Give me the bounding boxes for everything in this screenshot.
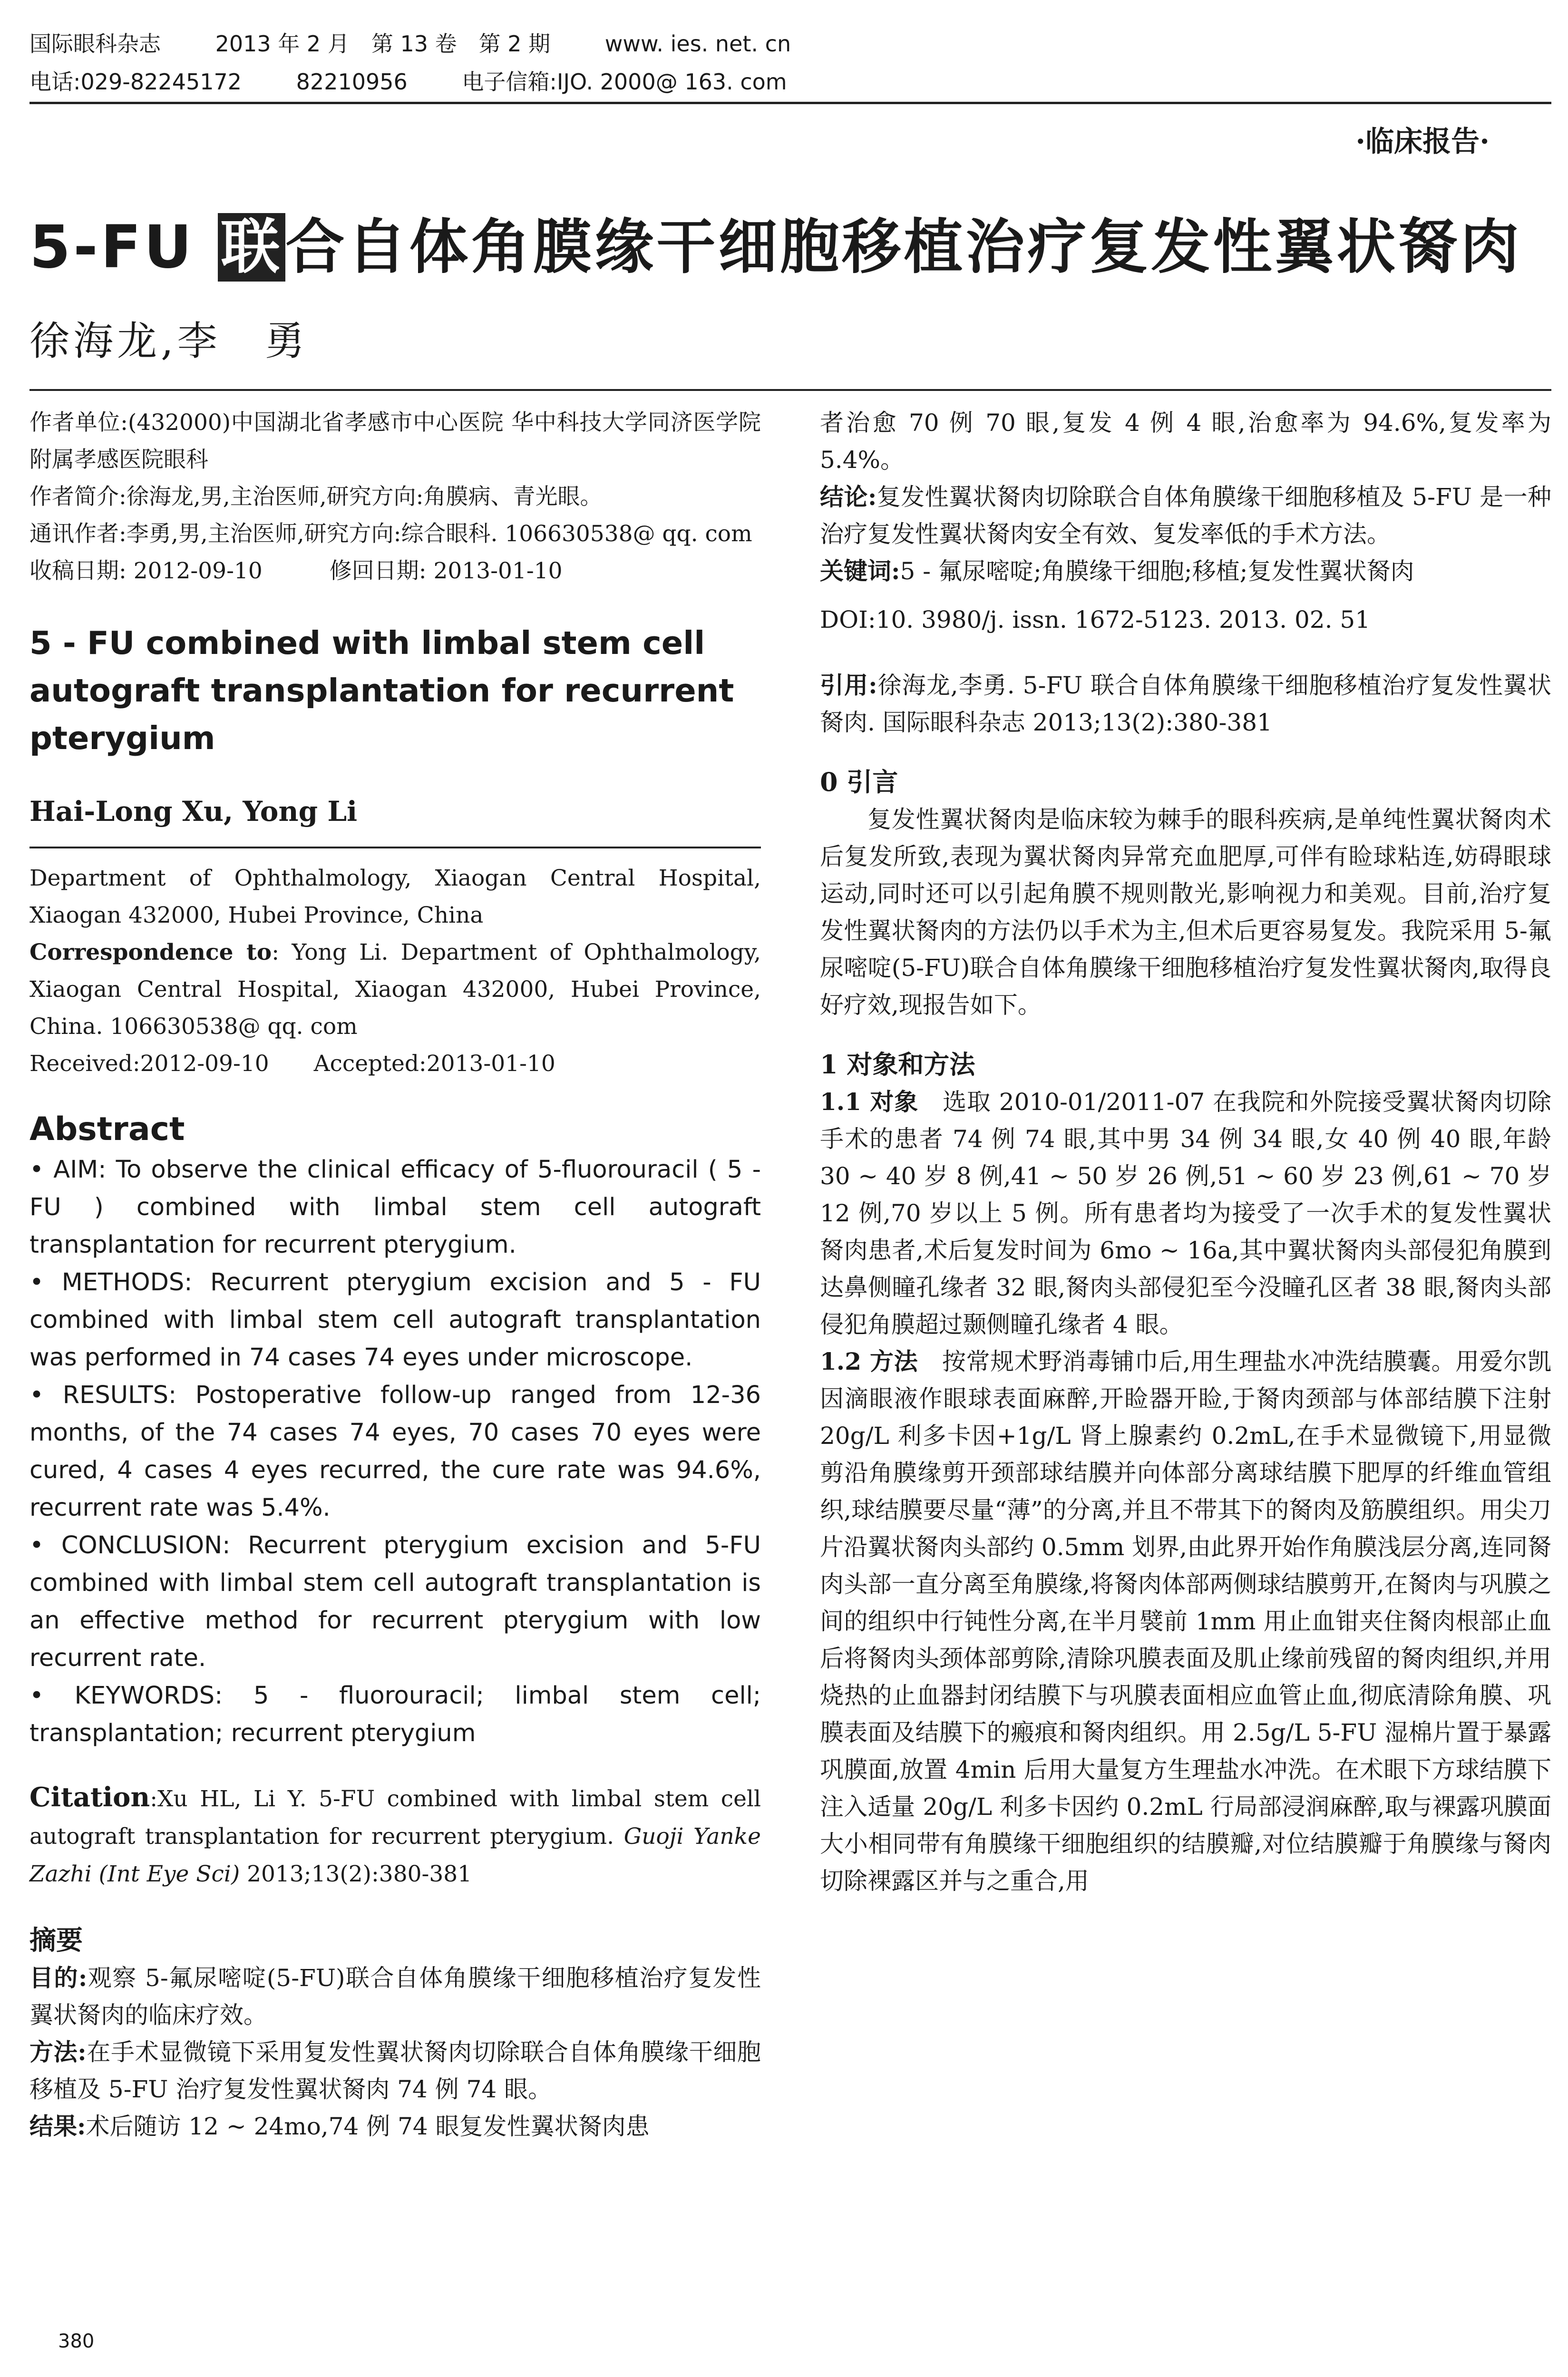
- citation-label: Citation: [29, 1782, 150, 1813]
- correspondence-text: : Yong Li. Department of Ophthalmology, Xiaogan Central Hospital, Xiaogan 432000, Hubei Province, China. 106630538@ qq. com: [29, 939, 761, 1040]
- abstract-body: [29, 1151, 761, 1752]
- correspondence-label: Correspondence to: [29, 939, 272, 965]
- article-title: [29, 200, 1522, 284]
- page-number: 380: [58, 2330, 95, 2352]
- title-divider: [29, 389, 1551, 391]
- section-1-2-text: 按常规术野消毒铺巾后,用生理盐水冲洗结膜囊。用爱尔凯因滴眼液作眼球表面麻醉,开睑器开睑,于胬肉颈部与体部结膜下注射 20g/L 利多卡因+1g/L 肾上腺素约 0.2mL,在手术显微镜下,用显微剪沿角膜缘剪开颈部球结膜并向体部分离球结膜下肥厚的纤维血管组织,球结膜要尽量“薄”的分离,并且不带其下的胬肉及筋膜组织。用尖刀片沿翼状胬肉头部约 0.5mm 划界,由此界开始作角膜浅层分离,连同胬肉头部一直分离至角膜缘,将胬肉体部两侧球结膜剪开,在胬肉与巩膜之间的组织中行钝性分离,在半月襞前 1mm 用止血钳夹住胬肉根部止血后将胬肉头颈体部剪除,清除巩膜表面及肌止缘前残留的胬肉组织,并用烧热的止血器封闭结膜下与巩膜表面相应血管止血,彻底清除角膜、巩膜表面及结膜下的瘢痕和胬肉组织。用 2.5g/L 5-FU 湿棉片置于暴露巩膜面,放置 4min 后用大量复方生理盐水冲洗。在术眼下方球结膜下注入适量 20g/L 利多卡因约 0.2mL 行局部浸润麻醉,取与裸露巩膜面大小相同带有角膜缘干细胞组织的结膜瓣,对位结膜瓣于角膜缘与胬肉切除裸露区并与之重合,用: [820, 1348, 1551, 1895]
- left-column: [29, 404, 761, 2145]
- title-prefix: 5-FU: [29, 213, 218, 282]
- abstract-keywords: • KEYWORDS: 5 - fluorouracil; limbal stem cell; transplantation; recurrent pterygium: [29, 1682, 761, 1747]
- section-tag: ·临床报告·: [1355, 125, 1490, 158]
- zh-aim-text: 观察 5-氟尿嘧啶(5-FU)联合自体角膜缘干细胞移植治疗复发性翼状胬肉的临床疗效。: [29, 1964, 761, 2029]
- doi-line[interactable]: DOI:10. 3980/j. issn. 1672-5123. 2013. 02. 51: [820, 606, 1371, 633]
- header-row-1: [29, 25, 1542, 63]
- section-1-2: [820, 1343, 1551, 1900]
- zh-keywords: [820, 553, 1551, 590]
- zh-method-text: 在手术显微镜下采用复发性翼状胬肉切除联合自体角膜缘干细胞移植及 5-FU 治疗复发性翼状胬肉 74 例 74 眼。: [29, 2038, 761, 2103]
- zh-citation: [820, 667, 1551, 741]
- intro-paragraph: 复发性翼状胬肉是临床较为棘手的眼科疾病,是单纯性翼状胬肉术后复发所致,表现为翼状胬肉异常充血肥厚,可伴有睑球粘连,妨碍眼球运动,同时还可以引起角膜不规则散光,影响视力和美观。目前,治疗复发性翼状胬肉的方法仍以手术为主,但术后更容易复发。我院采用 5-氟尿嘧啶(5-FU)联合自体角膜缘干细胞移植治疗复发性翼状胬肉,取得良好疗效,现报告如下。: [820, 806, 1551, 1019]
- header-divider: [29, 102, 1551, 104]
- title-highlighted-char: 联: [218, 213, 285, 282]
- citation-tail: 2013;13(2):380-381: [240, 1861, 472, 1887]
- abstract-conclusion: • CONCLUSION: Recurrent pterygium excision and 5-FU combined with limbal stem cell autograft transplantation is an effective method for recurrent pterygium with low recurrent rate.: [29, 1531, 761, 1672]
- zh-abstract-heading: 摘要: [29, 1925, 83, 1956]
- english-divider: [29, 847, 761, 848]
- zh-aim: [29, 1959, 761, 2034]
- english-title: 5 - FU combined with limbal stem cell autograft transplantation for recurrent pterygium: [29, 624, 734, 757]
- section-1-1-text: 选取 2010-01/2011-07 在我院和外院接受翼状胬肉切除手术的患者 74 例 74 眼,其中男 34 例 34 眼,女 40 例 40 眼,年龄 30 ~ 40 岁 8 例,41 ~ 50 岁 26 例,51 ~ 60 岁 23 例,61 ~ 70 岁 12 例,70 岁以上 5 例。所有患者均为接受了一次手术的复发性翼状胬肉患者,术后复发时间为 6mo ~ 16a,其中翼状胬肉头部侵犯角膜到达鼻侧瞳孔缘者 32 眼,胬肉头部侵犯至今没瞳孔区者 38 眼,胬肉头部侵犯角膜超过颞侧瞳孔缘者 4 眼。: [820, 1088, 1551, 1338]
- intro-heading: 0 引言: [820, 767, 898, 797]
- zh-citation-text: 徐海龙,李勇. 5-FU 联合自体角膜缘干细胞移植治疗复发性翼状胬肉. 国际眼科杂志 2013;13(2):380-381: [820, 672, 1551, 736]
- zh-method-label: 方法:: [29, 2038, 87, 2066]
- phone-number: 电话:029-82245172: [29, 69, 242, 95]
- citation-block: [29, 1779, 761, 1893]
- abstract-results: • RESULTS: Postoperative follow-up ranged from 12-36 months, of the 74 cases 74 eyes, 70 cases 70 eyes were cured, 4 cases 4 eyes recurred, the cure rate was 94.6%, recurrent rate was 5.4%.: [29, 1381, 761, 1522]
- zh-conclusion-label: 结论:: [820, 483, 877, 511]
- phone-extension: 82210956: [296, 69, 408, 95]
- citation-text: :Xu HL, Li Y. 5-FU combined with limbal stem cell autograft transplantation for recurrent pterygium.: [29, 1786, 761, 1850]
- abstract-methods: • METHODS: Recurrent pterygium excision and 5 - FU combined with limbal stem cell autograft transplantation was performed in 74 cases 74 eyes under microscope.: [29, 1268, 761, 1372]
- citation-journal: Guoji Yanke Zazhi (Int Eye Sci): [29, 1823, 761, 1887]
- section-1-heading: 1 对象和方法: [820, 1049, 975, 1080]
- right-column: [820, 404, 1551, 1900]
- title-rest: 合自体角膜缘干细胞移植治疗复发性翼状胬肉: [285, 213, 1522, 282]
- email-address[interactable]: 电子信箱:IJO. 2000@ 163. com: [462, 69, 787, 95]
- dates-line: 收稿日期: 2012-09-10 修回日期: 2013-01-10: [29, 558, 563, 584]
- abstract-aim: • AIM: To observe the clinical efficacy of 5-fluorouracil ( 5 - FU ) combined with limbal stem cell autograft transplantation for recurrent pterygium.: [29, 1156, 761, 1259]
- header-row-2: [29, 63, 1542, 101]
- english-authors: Hai-Long Xu, Yong Li: [29, 795, 358, 828]
- zh-conclusion: [820, 478, 1551, 553]
- zh-citation-label: 引用:: [820, 671, 877, 699]
- author-bio-line: 作者简介:徐海龙,男,主治医师,研究方向:角膜病、青光眼。: [29, 484, 603, 510]
- abstract-heading: Abstract: [29, 1111, 185, 1148]
- journal-name: 国际眼科杂志: [29, 31, 161, 57]
- zh-aim-label: 目的:: [29, 1964, 88, 1992]
- zh-keywords-label: 关键词:: [820, 557, 900, 585]
- corresponding-author-line: 通讯作者:李勇,男,主治医师,研究方向:综合眼科. 106630538@ qq. com: [29, 521, 752, 547]
- website-link[interactable]: www. ies. net. cn: [604, 31, 791, 57]
- zh-conclusion-text: 复发性翼状胬肉切除联合自体角膜缘干细胞移植及 5-FU 是一种治疗复发性翼状胬肉安全有效、复发率低的手术方法。: [820, 483, 1551, 548]
- zh-result-label: 结果:: [29, 2112, 86, 2140]
- section-1-1: [820, 1083, 1551, 1343]
- zh-result-continued: 者治愈 70 例 70 眼,复发 4 例 4 眼,治愈率为 94.6%,复发率为 5.4%。: [820, 409, 1551, 474]
- zh-result: [29, 2108, 761, 2145]
- section-1-1-label: 1.1 对象: [820, 1088, 919, 1116]
- zh-keywords-text: 5 - 氟尿嘧啶;角膜缘干细胞;移植;复发性翼状胬肉: [900, 557, 1414, 585]
- zh-method: [29, 2034, 761, 2108]
- issue-info: 2013 年 2 月 第 13 卷 第 2 期: [215, 31, 551, 57]
- journal-header: [29, 25, 1542, 101]
- correspondence-block: [29, 934, 761, 1045]
- english-affiliation: Department of Ophthalmology, Xiaogan Central Hospital, Xiaogan 432000, Hubei Province, China: [29, 865, 761, 928]
- section-1-2-label: 1.2 方法: [820, 1347, 918, 1375]
- affiliation-line: 作者单位:(432000)中国湖北省孝感市中心医院 华中科技大学同济医学院附属孝感医院眼科: [29, 409, 761, 473]
- received-accepted: Received:2012-09-10 Accepted:2013-01-10: [29, 1051, 555, 1077]
- zh-result-text: 术后随访 12 ~ 24mo,74 例 74 眼复发性翼状胬肉患: [86, 2113, 650, 2140]
- authors-zh: 徐海龙,李 勇: [29, 318, 309, 364]
